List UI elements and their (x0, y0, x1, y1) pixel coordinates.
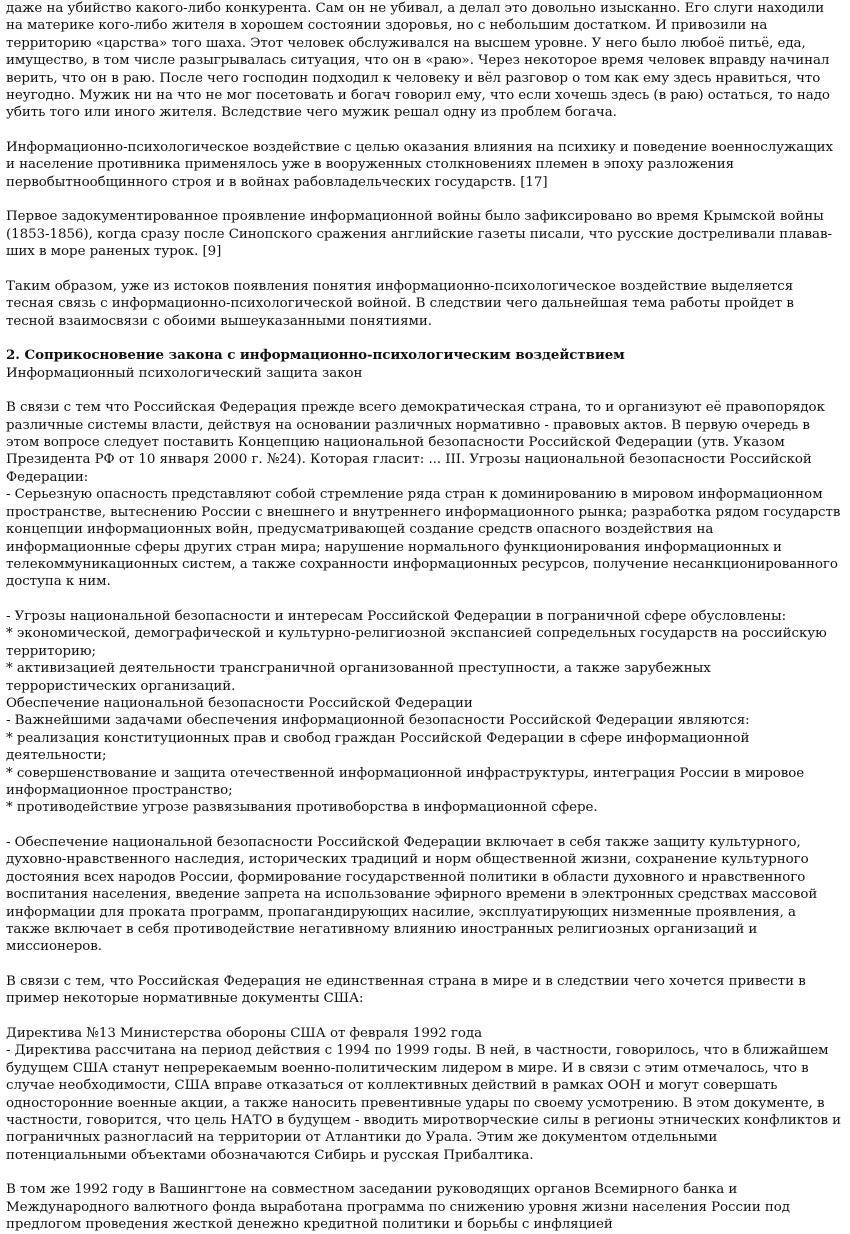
document-page (6, 0, 842, 1234)
paragraph-usa-intro: В связи с тем, что Российская Федерация не единственная страна в мире и в следствии чего хочется привести в пример некоторые нормативные документы США: (6, 974, 806, 1007)
section-subheading: Информационный психологический защита закон (6, 365, 363, 381)
paragraph-cultural-protection: - Обеспечение национальной безопасности Российской Федерации включает в себя также защиту культурного, духовно-нравственного наследия, исторических традиций и норм общественной жизни, сохранение культурного достояния всех народов России, формирование государственной политики в области духовного и нравственного воспитания населения, введение запрета на использование эфирного времени в электронных средствах массовой информации для проката программ, пропагандирующих насилие, эксплуатирующих низменные проявления, а также включает в себя противодействие негативному влиянию иностранных религиозных организаций и миссионеров. (6, 834, 818, 955)
paragraph-crimean-war: Первое задокументированное проявление информационной войны было зафиксировано во время Крымской войны (1853-1856), когда сразу после Синопского сражения английские газеты писали, что русские достреливали плававших в море раненых турок. [9] (6, 209, 832, 260)
paragraph-world-bank: В том же 1992 году в Вашингтоне на совместном заседании руководящих органов Всемирного банка и Международного валютного фонда выработана программа по снижению уровня жизни населения России под предлогом проведения жесткой денежно кредитной политики и борьбы с инфляцией (6, 1182, 790, 1233)
section-heading: 2. Соприкосновение закона с информационно-психологическим воздействием (6, 347, 625, 364)
paragraph-border-threats: - Угрозы национальной безопасности и интересам Российской Федерации в пограничной сфере обусловлены: * экономической, демографической и культурно-религиозной экспансией сопредельных государств на российскую территорию; * активизацией деятельности трансграничной организованной преступности, а также зарубежных террористических организаций. Обеспечение национальной безопасности Российской Федерации - Важнейшими задачами обеспечения информационной безопасности Российской Федерации являются: * реализация конституционных прав и свобод граждан Российской Федерации в сфере информационной деятельности; * совершенствование и защита отечественной информационной инфраструктуры, интеграция России в мировое информационное пространство; * противодействие угрозе развязывания противоборства в информационной сфере. (6, 608, 827, 816)
paragraph-concept-security: В связи с тем что Российская Федерация прежде всего демократическая страна, то и организуют её правопорядок различные системы власти, действуя на основании различных нормативно - правовых актов. В первую очередь в этом вопросе следует поставить Концепцию национальной безопасности Российской Федерации (утв. Указом Президента РФ от 10 января 2000 г. №24). Которая гласит: ... III. Угрозы национальной безопасности Российской Федерации: - Серьезную опасность представляют собой стремление ряда стран к доминированию в мировом информационном пространстве, вытеснению России с внешнего и внутреннего информационного рынка; разработка рядом государств концепции информационных войн, предусматривающей создание средств опасного воздействия на информационные сферы других стран мира; нарушение нормального функционирования информационных и телекоммуникационных систем, а также сохранности информационных ресурсов, получение несанкционированного доступа к ним. (6, 400, 841, 590)
paragraph-directive-13: Директива №13 Министерства обороны США от февраля 1992 года - Директива рассчитана на период действия с 1994 по 1999 годы. В ней, в частности, говорилось, что в ближайшем будущем США станут непререкаемым военно-политическим лидером в мире. И в связи с этим отмечалось, что в случае необходимости, США вправе отказаться от коллективных действий в рамках ООН и могут совершать односторонние военные акции, а также наносить превентивные удары по своему усмотрению. В этом документе, в частности, говорится, что цель НАТО в будущем - вводить миротворческие силы в регионы этнических конфликтов и пограничных разногласий на территории от Атлантики до Урала. Этим же документом отдельными потенциальными объектами обозначаются Сибирь и русская Прибалтика. (6, 1026, 842, 1163)
paragraph-early-influence: Информационно-психологическое воздействие с целью оказания влияния на психику и поведение военнослужащих и население противника применялось уже в вооруженных столкновениях племен в эпоху разложения первобытнообщинного строя и в войнах рабовладельческих государств. [17] (6, 140, 833, 190)
paragraph-assassin-story: даже на убийство какого-либо конкурента. Сам он не убивал, а делал это довольно изысканно. Его слуги находили на материке кого-либо жителя в хорошем состоянии здоровья, но с небольшим достатком. И привозили на территорию «царства» того шаха. Этот человек обслуживался на высшем уровне. У него было любоё питьё, еда, имущество, в том числе разыгрывалась ситуация, что он в «раю». Через некоторое время человек вправду начинал верить, что он в раю. После чего господин подходил к человеку и вёл разговор о том как ему здесь нравиться, что неугодно. Мужик ни на что не мог посетовать и богач говорил ему, что если хочешь здесь (в раю) остаться, то надо убить того или иного жителя. Вследствие чего мужик решал одну из проблем богача. (6, 1, 830, 121)
paragraph-conclusion: Таким образом, уже из истоков появления понятия информационно-психологическое воздействие выделяется тесная связь с информационно-психологической войной. В следствии чего дальнейшая тема работы пройдет в тесной взаимосвязи с обоими вышеуказанными понятиями. (6, 278, 794, 329)
